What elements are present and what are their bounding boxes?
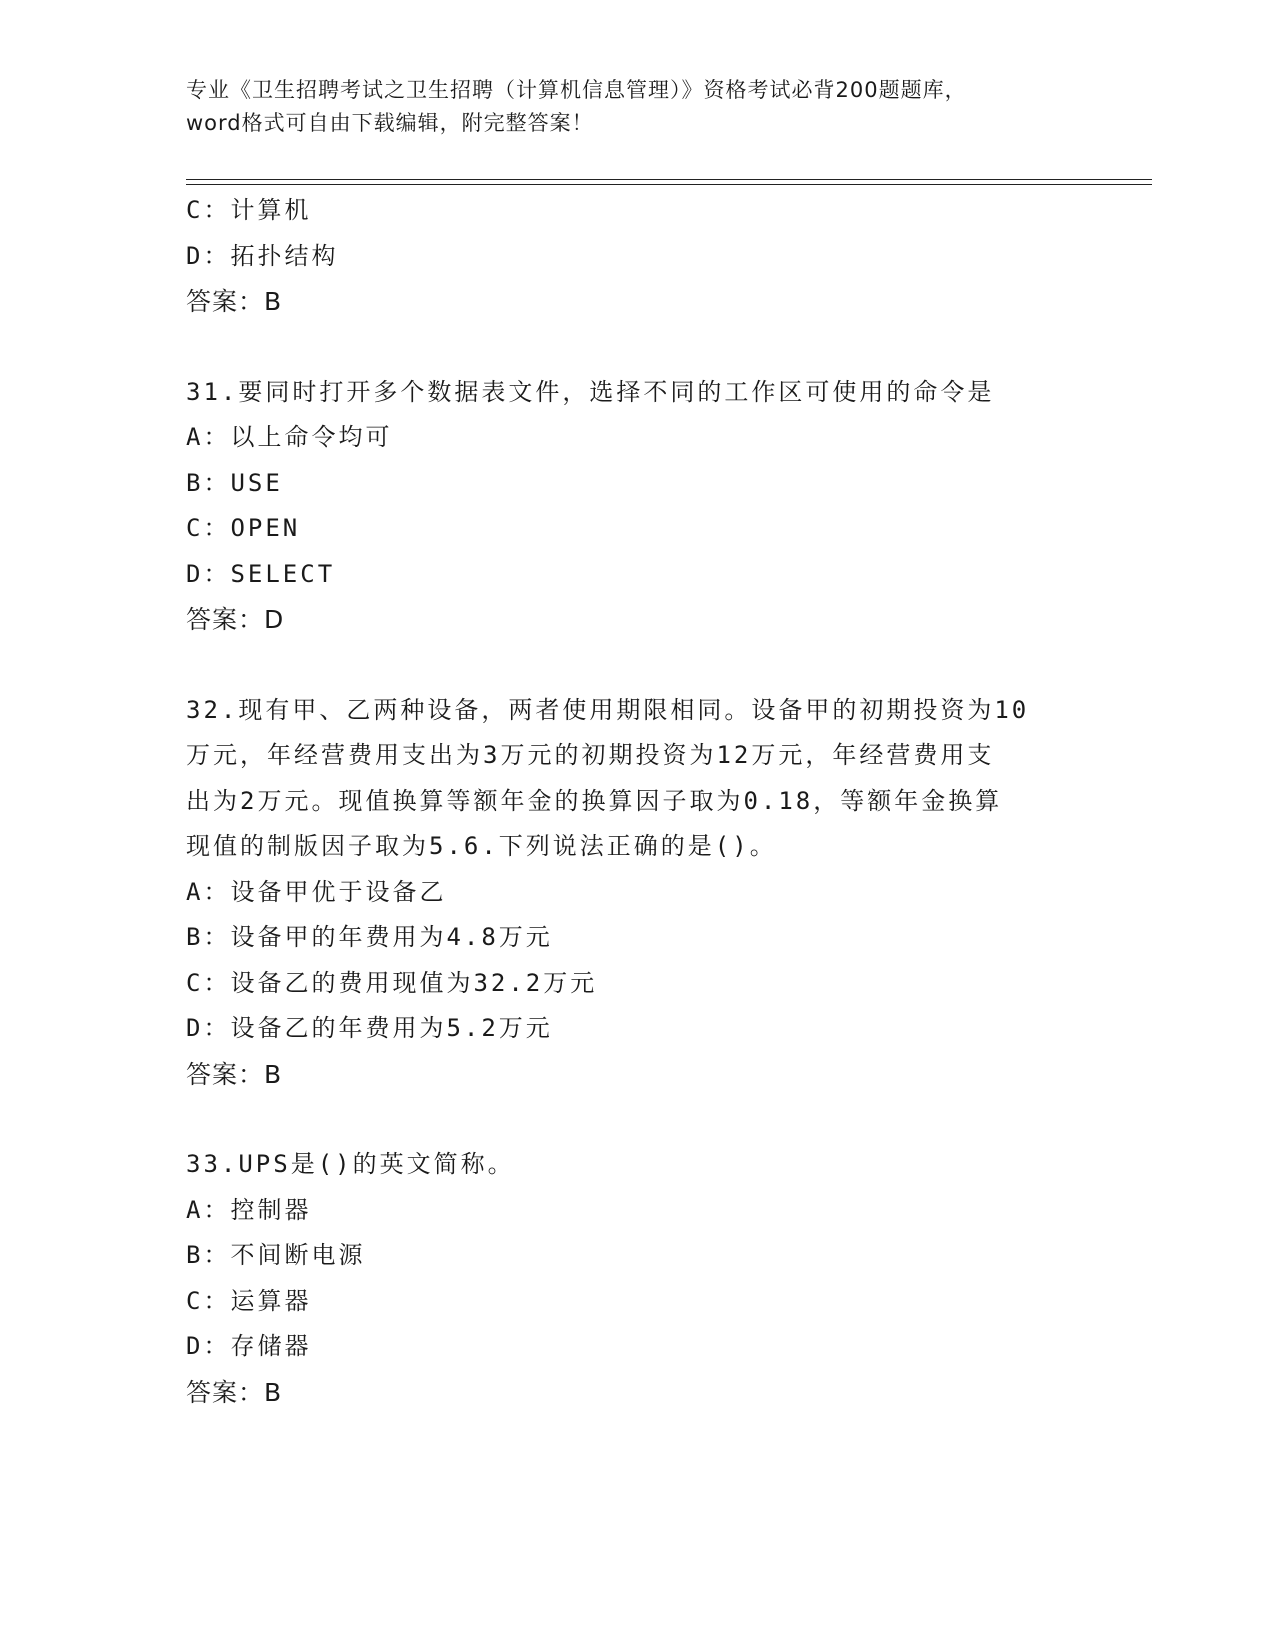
question-31 xyxy=(186,370,1086,643)
question-30-tail xyxy=(186,188,1086,325)
option-b: B：设备甲的年费用为4.8万元 xyxy=(186,923,553,951)
question-stem-line-3: 出为2万元。现值换算等额年金的换算因子取为0.18，等额年金换算 xyxy=(186,786,1003,815)
header-divider-top xyxy=(186,179,1152,180)
option-c: C：计算机 xyxy=(186,196,312,224)
option-a: A：控制器 xyxy=(186,1195,312,1224)
question-stem: 33.UPS是()的英文简称。 xyxy=(186,1150,515,1178)
option-c: C：运算器 xyxy=(186,1286,312,1315)
answer-line: 答案：B xyxy=(186,1059,283,1089)
option-c: C：设备乙的费用现值为32.2万元 xyxy=(186,968,598,997)
question-list xyxy=(186,188,1086,1415)
answer-line: 答案：B xyxy=(186,1377,283,1407)
question-stem-line-4: 现值的制版因子取为5.6.下列说法正确的是()。 xyxy=(186,832,777,860)
header-divider-bottom xyxy=(186,184,1152,185)
question-stem-line-1: 32.现有甲、乙两种设备，两者使用期限相同。设备甲的初期投资为10 xyxy=(186,695,1030,724)
document-header xyxy=(186,74,1086,140)
option-d: D：存储器 xyxy=(186,1332,312,1360)
option-d: D：SELECT xyxy=(186,559,336,588)
option-a: A：设备甲优于设备乙 xyxy=(186,877,447,906)
question-33 xyxy=(186,1142,1086,1415)
option-c: C：OPEN xyxy=(186,514,301,542)
answer-line: 答案：D xyxy=(186,605,285,634)
answer-line: 答案：B xyxy=(186,287,283,316)
option-a: A：以上命令均可 xyxy=(186,423,393,451)
option-b: B：USE xyxy=(186,468,283,497)
option-b: B：不间断电源 xyxy=(186,1241,366,1269)
option-d: D：设备乙的年费用为5.2万元 xyxy=(186,1014,553,1042)
header-title-line-2: word格式可自由下载编辑，附完整答案！ xyxy=(186,111,594,135)
question-stem: 31.要同时打开多个数据表文件，选择不同的工作区可使用的命令是 xyxy=(186,377,995,406)
question-stem-line-2: 万元，年经营费用支出为3万元的初期投资为12万元，年经营费用支 xyxy=(186,741,995,769)
question-32 xyxy=(186,688,1086,1098)
header-title-line-1: 专业《卫生招聘考试之卫生招聘（计算机信息管理）》资格考试必背200题题库， xyxy=(186,78,967,102)
option-d: D：拓扑结构 xyxy=(186,241,339,270)
